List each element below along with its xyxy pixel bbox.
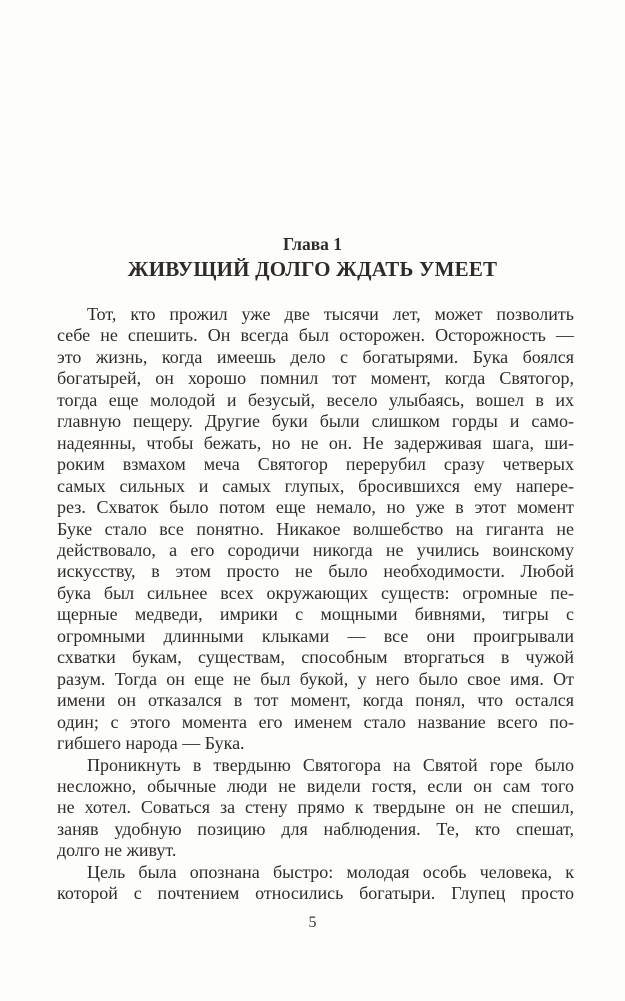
text-line: Тот, кто прожил уже две тысячи лет, может позволить (87, 304, 574, 324)
text-line: имени он отказался в тот момент, когда понял, что остался (57, 690, 574, 711)
text-line: Буке стало все понятно. Никакое волшебство на гиганта не (57, 518, 574, 539)
text-line: заняв удобную позицию для наблюдения. Те, кто спешат, (57, 818, 574, 839)
text-line: надеянны, чтобы бежать, но не он. Не задерживая шага, ши- (57, 432, 574, 453)
text-line: рез. Схваток было потом еще немало, но уже в этот момент (57, 497, 574, 518)
text-line: щерные медведи, имрики с мощными бивнями, тигры с (57, 604, 574, 625)
text-line: долго не живут. (57, 840, 177, 861)
text-line: огромными длинными клыками — все они проигрывали (57, 625, 574, 646)
text-line: схватки букам, существам, способным вторгаться в чужой (57, 647, 574, 668)
text-line: действовало, а его сородичи никогда не учились воинскому (57, 539, 574, 560)
text-line: гибшего народа — Бука. (57, 733, 245, 754)
chapter-heading (0, 233, 625, 282)
text-line: искусству, в этом просто не было необходимости. Любой (57, 561, 574, 582)
text-line: себе не спешить. Он всегда был осторожен. Осторожность — (57, 325, 574, 346)
chapter-title: ЖИВУЩИЙ ДОЛГО ЖДАТЬ УМЕЕТ (127, 257, 498, 281)
text-line: которой с почтением относились богатыри. Глупец просто (57, 883, 574, 904)
chapter-label: Глава 1 (282, 234, 343, 254)
text-line: разум. Тогда он еще не был букой, у него было свое имя. От (57, 668, 574, 689)
text-line: богатырей, он хорошо помнил тот момент, когда Святогор, (57, 368, 574, 389)
page-number: 5 (308, 914, 317, 931)
text-line: один; с этого момента его именем стало название всего по- (57, 711, 574, 732)
text-line: роким взмахом меча Святогор перерубил сразу четверых (57, 454, 574, 475)
text-line: бука был сильнее всех окружающих существ: огромные пе- (57, 582, 574, 603)
text-line: главную пещеру. Другие буки были слишком горды и само- (57, 411, 574, 432)
text-line: Проникнуть в твердыню Святогора на Святой горе было (87, 754, 574, 775)
text-line: самых сильных и самых глупых, бросившихся ему напере- (57, 475, 574, 496)
text-line: Цель была опознана быстро: молодая особь человека, к (87, 861, 574, 882)
text-line: тогда еще молодой и безусый, весело улыбаясь, вошел в их (57, 389, 574, 410)
text-line: это жизнь, когда имеешь дело с богатырями. Бука боялся (57, 346, 574, 367)
text-line: несложно, обычные люди не видели гостя, если он сам того (57, 775, 574, 796)
body-text (57, 304, 574, 905)
text-line: не хотел. Соваться за стену прямо к твердыне он не спешил, (57, 797, 574, 818)
